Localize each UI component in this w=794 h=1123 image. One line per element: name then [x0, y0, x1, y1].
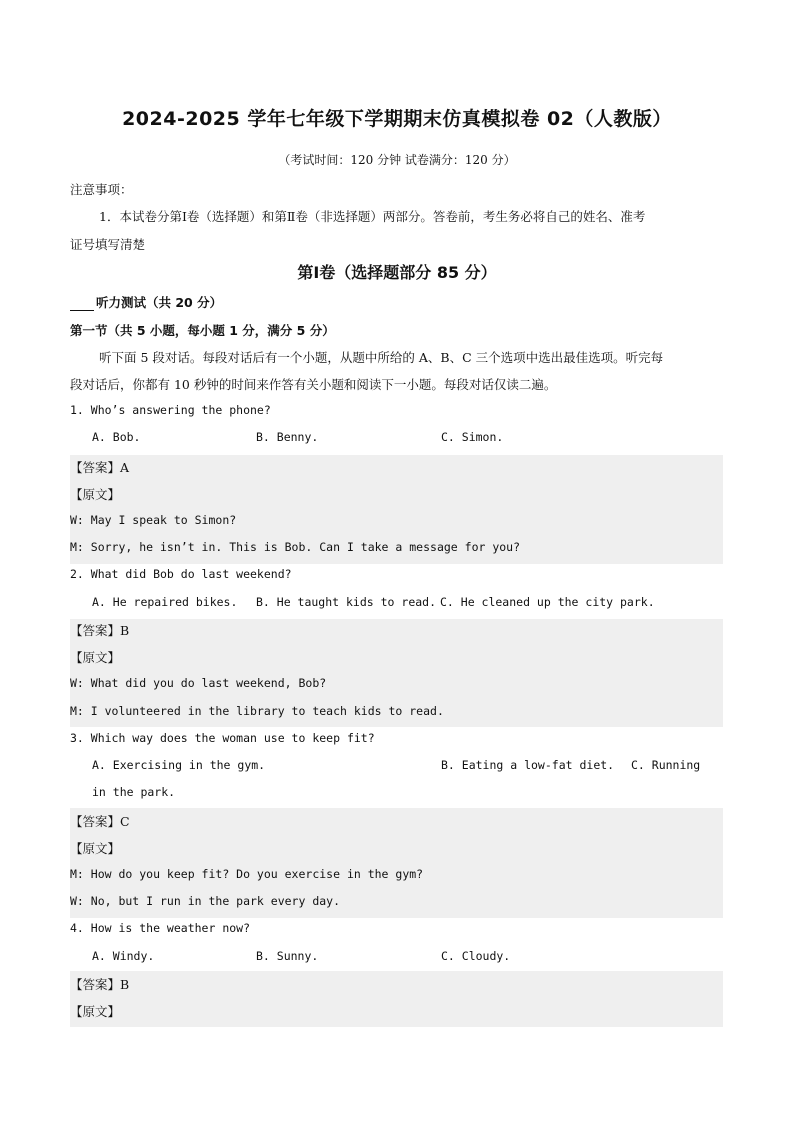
answer-1: 【答案】A [70, 460, 130, 475]
instructions-line-2: 段对话后，你都有 10 秒钟的时间来作答有关小题和阅读下一小题。每段对话仅读二遍。 [70, 377, 557, 392]
option-c: C. Cloudy. [441, 949, 511, 963]
transcript-2-line-2: M: I volunteered in the library to teach kids to read. [70, 704, 444, 718]
question-2: 2. What did Bob do last weekend? [70, 567, 292, 581]
transcript-3-line-2: W: No, but I run in the park every day. [70, 894, 341, 908]
answer-block-4 [70, 971, 723, 1027]
question-1: 1. Who’s answering the phone? [70, 403, 271, 417]
question-3: 3. Which way does the woman use to keep fit? [70, 731, 375, 745]
transcript-label-3: 【原文】 [70, 841, 121, 856]
option-c-continued: in the park. [92, 785, 176, 799]
notice-item-1: 1．本试卷分第Ⅰ卷（选择题）和第Ⅱ卷（非选择题）两部分。答卷前，考生务必将自己的姓名、准考 [99, 209, 646, 224]
instructions-line-1: 听下面 5 段对话。每段对话后有一个小题，从题中所给的 A、B、C 三个选项中选出最佳选项。听完每 [99, 350, 664, 365]
transcript-2-line-1: W: What did you do last weekend, Bob? [70, 676, 327, 690]
answer-2: 【答案】B [70, 623, 130, 638]
option-c: C. He cleaned up the city park. [440, 595, 655, 609]
option-b: B. Sunny. [256, 949, 319, 963]
option-a: A. Exercising in the gym. [92, 758, 266, 772]
page-title: 2024-2025 学年七年级下学期期末仿真模拟卷 02（人教版） [122, 108, 672, 130]
notice-item-1-cont: 证号填写清楚 [70, 237, 146, 252]
exam-info: （考试时间：120 分钟 试卷满分：120 分） [278, 153, 516, 167]
option-c: C. Simon. [441, 430, 504, 444]
question-4: 4. How is the weather now? [70, 921, 251, 935]
answer-3: 【答案】C [70, 814, 130, 829]
option-a: A. Bob. [92, 430, 141, 444]
answer-4: 【答案】B [70, 977, 130, 992]
option-b: B. He taught kids to read. [256, 595, 437, 609]
transcript-label-4: 【原文】 [70, 1004, 121, 1019]
option-c: C. Running [631, 758, 701, 772]
transcript-3-line-1: M: How do you keep fit? Do you exercise in the gym? [70, 867, 424, 881]
option-a: A. Windy. [92, 949, 155, 963]
transcript-label-1: 【原文】 [70, 487, 121, 502]
section-number-blank [70, 302, 94, 311]
subsection-1-heading: 第一节（共 5 小题，每小题 1 分，满分 5 分） [70, 323, 335, 338]
section-1-label: 听力测试（共 20 分） [96, 295, 223, 310]
transcript-label-2: 【原文】 [70, 650, 121, 665]
notice-label: 注意事项： [70, 182, 133, 197]
option-b: B. Benny. [256, 430, 319, 444]
option-a: A. He repaired bikes. [92, 595, 238, 609]
part-title: 第Ⅰ卷（选择题部分 85 分） [297, 263, 497, 282]
option-b: B. Eating a low-fat diet. [441, 758, 615, 772]
section-1-heading [70, 293, 222, 311]
transcript-1-line-2: M: Sorry, he isn’t in. This is Bob. Can I take a message for you? [70, 540, 521, 554]
transcript-1-line-1: W: May I speak to Simon? [70, 513, 237, 527]
